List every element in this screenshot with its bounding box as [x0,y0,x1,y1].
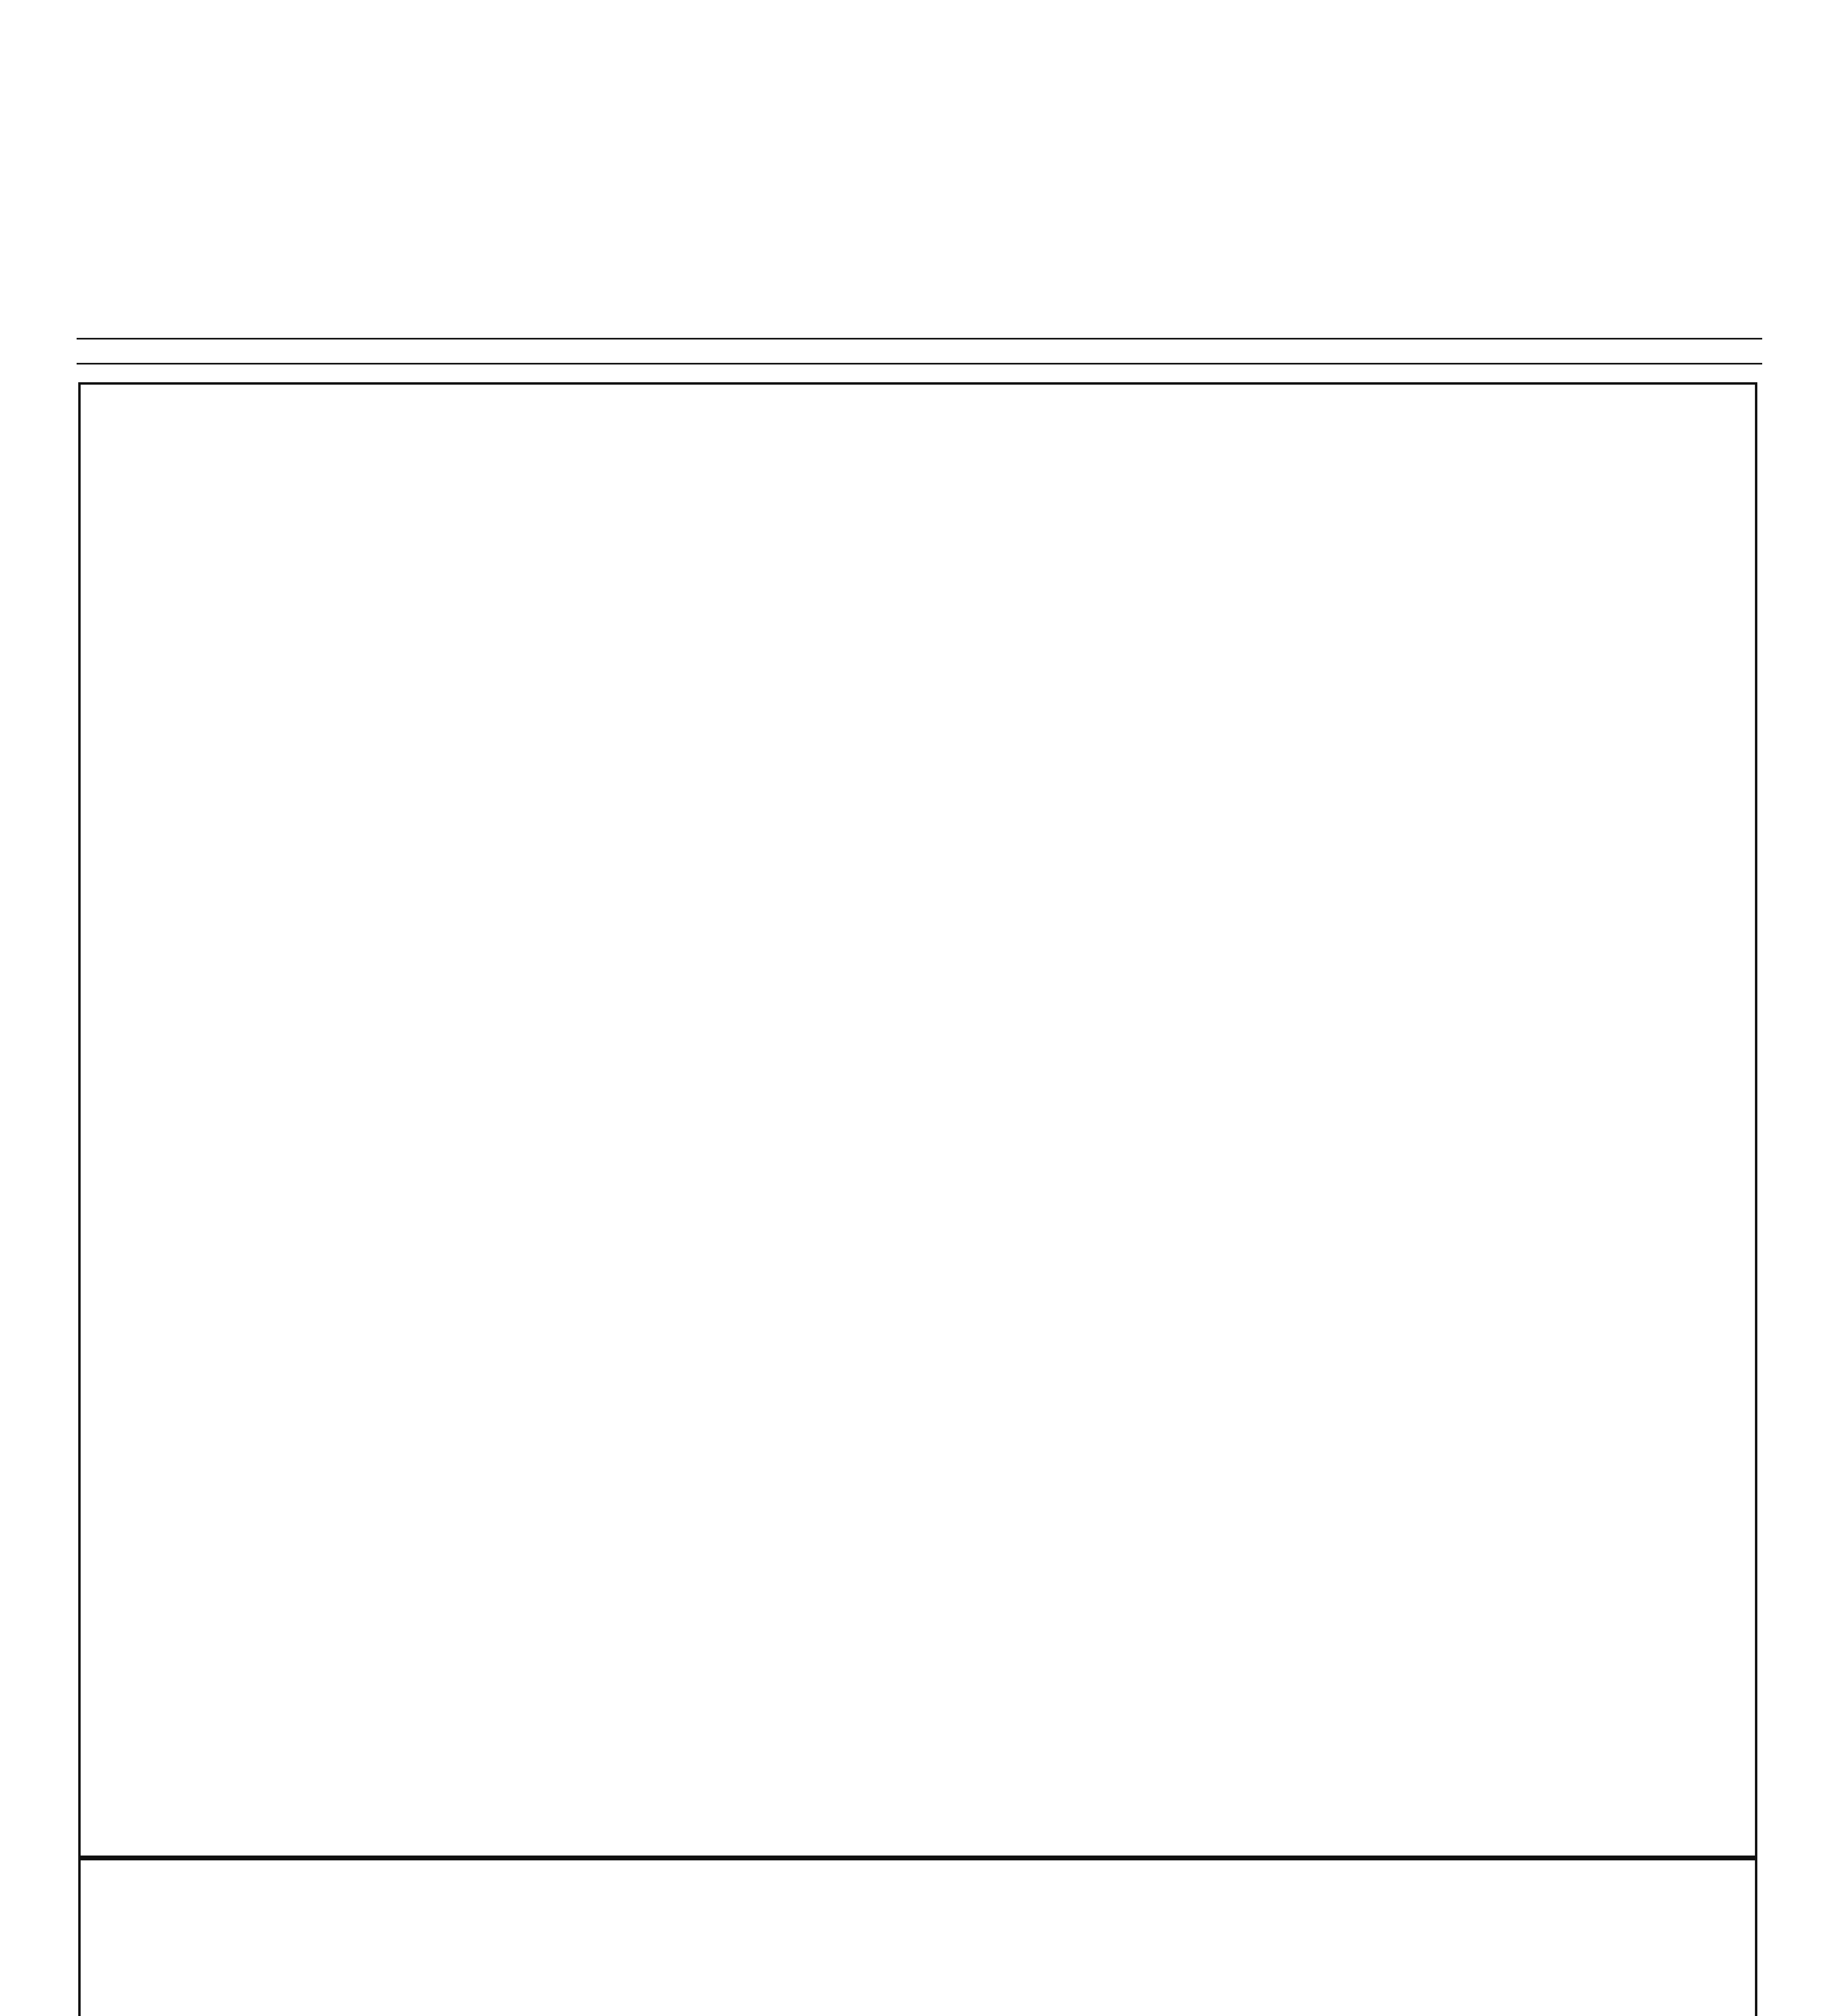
header-rule-top [77,338,1762,339]
hoehenwinde-title [81,1860,1755,1909]
radiosonde-title [81,385,1755,430]
header-rule-bottom [77,363,1762,364]
hoehenwinde-table [78,1858,1757,2016]
radiosonde-table [78,382,1757,1858]
